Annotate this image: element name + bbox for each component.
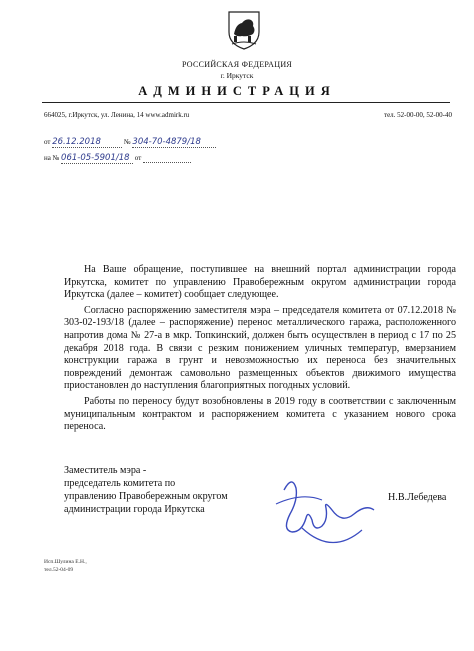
ref-label: на № bbox=[44, 154, 60, 162]
body-paragraph: Согласно распоряжению заместителя мэра – председателя комитета от 07.12.2018 № 303-02-193/18 (далее – распоряжение) перенос металлического гаража, расположенного напротив дома № 27-а в мкр. Топкинский, должен быть осуществлен в период с 17 по 25 декабря 2018 года. В связи с резким понижением уличных температур, вмерзанием конструкции гаража в грунт и невозможностью их переноса без значительных повреждений демонтаж самовольно размещенных объектов движимого имущества приостановлен до наступления благоприятных погодных условий. bbox=[64, 304, 456, 392]
incoming-reg-line bbox=[44, 153, 191, 164]
ref-from-label: от bbox=[134, 154, 142, 162]
body-paragraph: На Ваше обращение, поступившее на внешний портал администрации города Иркутска, комитет по управлению Правобережным округом администрации города Иркутска (далее – комитет) сообщает следующее. bbox=[64, 264, 456, 301]
country-heading: РОССИЙСКАЯ ФЕДЕРАЦИЯ bbox=[181, 60, 293, 69]
signatory-title-line: Заместитель мэра - bbox=[64, 465, 147, 476]
outgoing-number: 304-70-4879/18 bbox=[132, 137, 216, 148]
header-divider bbox=[42, 102, 450, 103]
city-heading: г. Иркутск bbox=[220, 71, 254, 80]
phone-line: тел. 52-00-00, 52-00-40 bbox=[384, 111, 452, 119]
executor-phone: тел.52-04-09 bbox=[44, 566, 74, 573]
signatory-block bbox=[64, 464, 228, 516]
reg-date: 26.12.2018 bbox=[52, 137, 122, 148]
organization-title: АДМИНИСТРАЦИЯ bbox=[138, 84, 336, 98]
executor-name: Исп.Шулина Е.Н., bbox=[44, 559, 87, 565]
executor-block bbox=[44, 559, 87, 574]
address-line: 664025, г.Иркутск, ул. Ленина, 14 www.admirk.ru bbox=[44, 111, 190, 119]
signatory-name: Н.В.Лебедева bbox=[388, 492, 447, 503]
letter-body bbox=[64, 264, 456, 437]
signatory-title-line: председатель комитета по bbox=[64, 478, 176, 489]
outgoing-reg-line bbox=[44, 137, 216, 148]
from-label: от bbox=[44, 138, 51, 146]
ref-date-blank bbox=[143, 154, 191, 163]
handwritten-signature bbox=[262, 470, 382, 560]
body-paragraph: Работы по переносу будут возобновлены в 2019 году в соответствии с заключенным муниципальным контрактом и распоряжением комитета с указанием нового срока переноса. bbox=[64, 395, 456, 433]
incoming-number: 061-05-5901/18 bbox=[61, 153, 133, 164]
signatory-title-line: администрации города Иркутска bbox=[64, 504, 205, 515]
number-label: № bbox=[123, 138, 131, 146]
signatory-title-line: управлению Правобережным округом bbox=[64, 491, 228, 502]
coat-of-arms-emblem bbox=[226, 10, 262, 50]
